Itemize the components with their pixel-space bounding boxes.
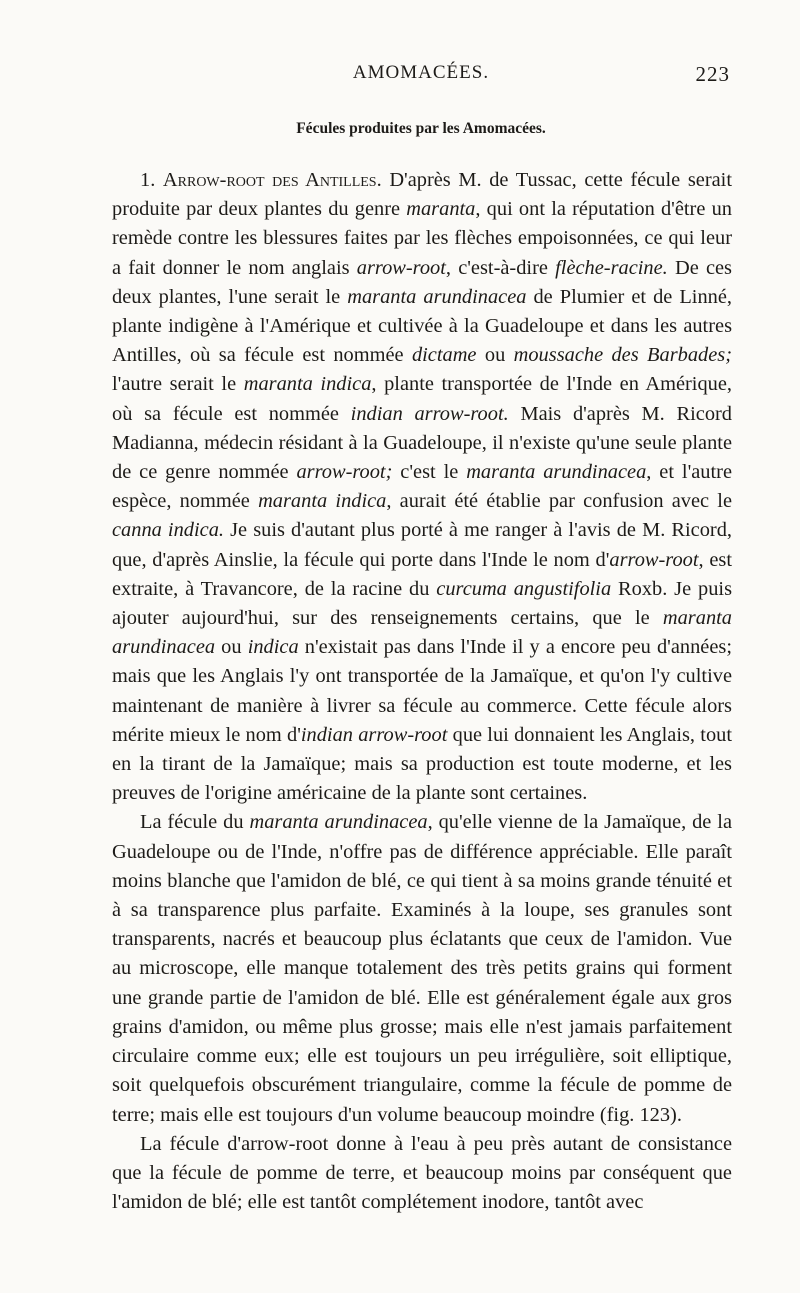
italic-run: flèche-racine. [555, 256, 668, 279]
text-run: Mais d'après M. Ricord Madianna, médecin résidant à la Guadeloupe, il n'existe qu'une seule plante de ce genre nommée [112, 402, 733, 484]
paragraph-fecule-consistance [112, 1130, 732, 1218]
running-title: AMOMACÉES. [352, 62, 490, 83]
italic-run: moussache des Barbades; [513, 344, 732, 367]
italic-run: arrow-root; [296, 461, 393, 484]
paragraph-fecule-description [112, 808, 732, 1129]
running-head [112, 62, 730, 92]
italic-run: maranta arundinacea [347, 285, 527, 308]
italic-run: arrow-root [609, 548, 699, 571]
section-heading: Fécules produites par les Amomacées. [296, 120, 546, 137]
text-run: ou [476, 344, 514, 367]
text-run: , est extraite, à Travancore, de la racine du [112, 548, 732, 600]
text-run: , qu'elle vienne de la Jamaïque, de la Guadeloupe ou de l'Inde, n'offre pas de différence appréciable. Elle paraît moins blanche que l'amidon de blé, ce qui tient à sa moins grande ténuité et à sa transparence plus parfaite. Examinés à la loupe, ses granules sont transparents, nacrés et beaucoup plus éclatants que ceux de l'amidon. Vue au microscope, elle manque totalement des très petits grains qui forment une grande partie de l'amidon de blé. Elle est généralement égale aux gros grains d'amidon, ou même plus grosse; mais elle n'est jamais parfaitement circulaire comme eux; elle est toujours un peu irrégulière, soit elliptique, soit quelquefois obscurément triangulaire, comme la fécule de pomme de terre; mais elle est toujours d'un volume beaucoup moindre (fig. 123). [112, 811, 732, 1126]
text-run: que lui donnaient les Anglais, tout en la tirant de la Jamaïque; mais sa production est toute moderne, et les preuves de l'origine américaine de la plante sont certaines. [112, 723, 732, 805]
italic-run: curcuma angustifolia [436, 577, 612, 600]
italic-run: maranta arundinacea [466, 461, 647, 484]
text-run: de Plumier et de Linné, plante indigène à l'Amérique et cultivée à la Guadeloupe et dans les autres Antilles, où sa fécule est nommée [112, 285, 732, 367]
text-run: ou [215, 636, 248, 659]
text-run: c'est le [392, 461, 467, 484]
text-run: , c'est-à-dire [445, 256, 556, 279]
text-run: Roxb. Je puis ajouter aujourd'hui, sur des renseignements certains, que le [112, 577, 733, 630]
italic-run: dictame [411, 344, 477, 367]
italic-run: indica [247, 636, 299, 659]
text-run: , aurait été établie par confusion avec le [386, 490, 733, 513]
page-number: 223 [695, 62, 730, 86]
text-run: La fécule du [140, 811, 250, 834]
text-run: La fécule d'arrow-root donne à l'eau à peu près autant de consistance que la fécule de pomme de terre, et beaucoup moins par conséquent que l'amidon de blé; elle est tantôt complétement inodore, tantôt avec [112, 1132, 732, 1214]
text-run: , et l'autre espèce, nommée [112, 461, 733, 513]
entry-title: Arrow-root des Antilles. [162, 169, 382, 191]
italic-run: indian arrow-root. [350, 402, 509, 425]
entry-number: 1. [140, 169, 156, 191]
italic-run: maranta arundinacea [112, 607, 732, 659]
text-run: Je suis d'autant plus porté à me ranger à l'avis de M. Ricord, que, d'après Ainslie, la fécule qui porte dans l'Inde le nom d' [112, 519, 733, 571]
text-run: De ces deux plantes, l'une serait le [112, 256, 732, 308]
italic-run: maranta [406, 198, 476, 221]
body-text [112, 166, 732, 1217]
italic-run: canna indica. [112, 519, 225, 542]
italic-run: arrow-root [356, 256, 446, 279]
text-run: D'après M. de Tussac, cette fécule serait produite par deux plantes du genre [112, 169, 732, 221]
text-run: , qui ont la réputation d'être un remède contre les blessures faites par les flèches empoisonnées, ce qui leur a fait donner le nom anglais [112, 198, 732, 279]
text-run: l'autre serait le [112, 373, 244, 396]
italic-run: maranta indica [258, 490, 387, 513]
paragraph-arrow-root-antilles [112, 166, 732, 808]
italic-run: maranta indica [243, 373, 372, 396]
italic-run: maranta arundinacea [249, 811, 428, 834]
italic-run: indian arrow-root [300, 723, 448, 746]
text-run: n'existait pas dans l'Inde il y a encore peu d'années; mais que les Anglais l'y ont transportée de la Jamaïque, et qu'on l'y cultive maintenant de manière à livrer sa fécule au commerce. Cette fécule alors mérite mieux le nom d' [112, 636, 732, 746]
text-run: , plante transportée de l'Inde en Amérique, où sa fécule est nommée [112, 373, 733, 425]
